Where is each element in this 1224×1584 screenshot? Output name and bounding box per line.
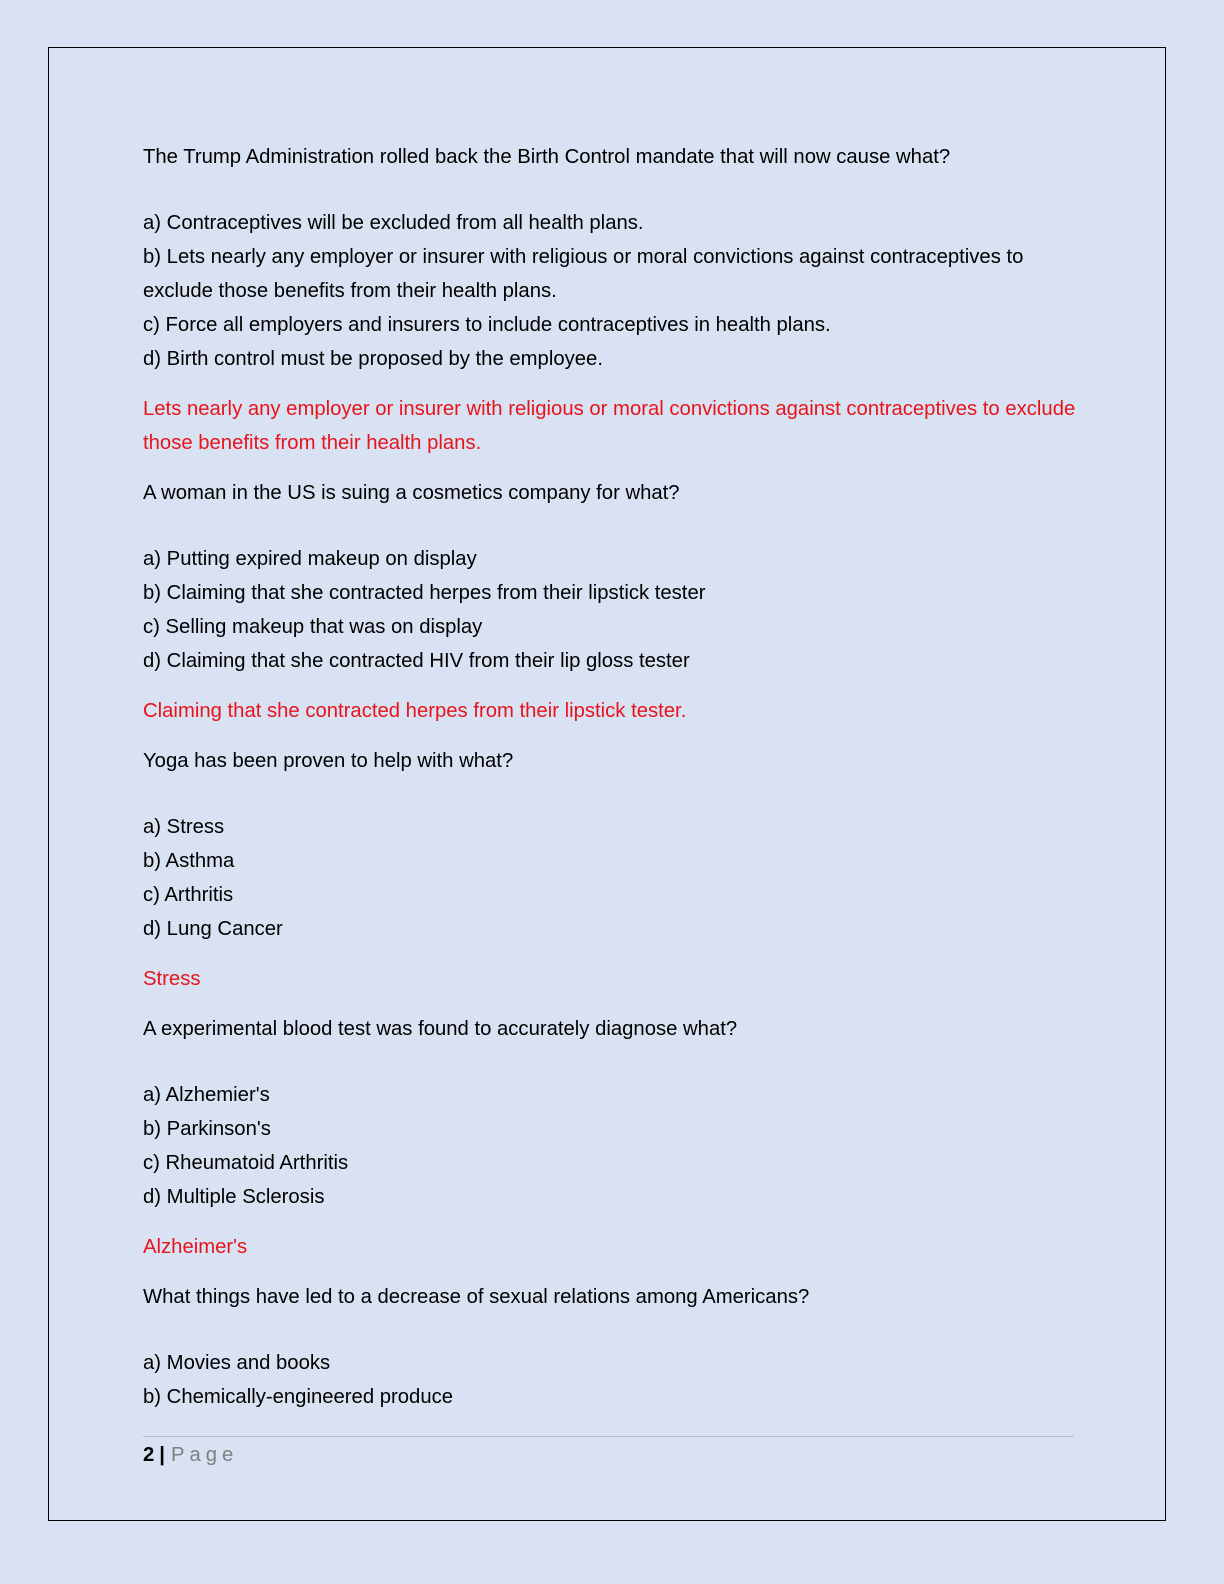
option-list bbox=[143, 1346, 1078, 1414]
option-a: a) Contraceptives will be excluded from all health plans. bbox=[143, 212, 644, 234]
option-b: b) Asthma bbox=[143, 850, 235, 872]
page-footer bbox=[143, 1436, 1074, 1466]
option-c: c) Selling makeup that was on display bbox=[143, 616, 483, 638]
question-block-5 bbox=[143, 1280, 1078, 1414]
option-list bbox=[143, 542, 1078, 678]
quiz-content bbox=[143, 140, 1078, 1430]
answer-text: Lets nearly any employer or insurer with religious or moral convictions against contraceptives to exclude those benefits from their health plans. bbox=[143, 398, 1076, 454]
option-d: d) Birth control must be proposed by the employee. bbox=[143, 348, 603, 370]
question-block-1 bbox=[143, 140, 1078, 460]
option-c: c) Force all employers and insurers to include contraceptives in health plans. bbox=[143, 314, 831, 336]
option-a: a) Alzhemier's bbox=[143, 1084, 270, 1106]
question-text: The Trump Administration rolled back the Birth Control mandate that will now cause what? bbox=[143, 146, 951, 168]
option-b: b) Lets nearly any employer or insurer with religious or moral convictions against contraceptives to exclude those benefits from their health plans. bbox=[143, 246, 1024, 302]
question-block-4 bbox=[143, 1012, 1078, 1264]
option-c: c) Rheumatoid Arthritis bbox=[143, 1152, 349, 1174]
question-text: What things have led to a decrease of sexual relations among Americans? bbox=[143, 1286, 810, 1308]
question-block-2 bbox=[143, 476, 1078, 728]
footer-separator: | bbox=[159, 1444, 165, 1466]
answer-text: Stress bbox=[143, 968, 201, 990]
answer-text: Alzheimer's bbox=[143, 1236, 248, 1258]
option-a: a) Movies and books bbox=[143, 1352, 331, 1374]
option-list bbox=[143, 1078, 1078, 1214]
option-d: d) Claiming that she contracted HIV from their lip gloss tester bbox=[143, 650, 690, 672]
option-b: b) Chemically-engineered produce bbox=[143, 1386, 454, 1408]
question-text: A experimental blood test was found to accurately diagnose what? bbox=[143, 1018, 738, 1040]
question-text: Yoga has been proven to help with what? bbox=[143, 750, 514, 772]
page-indicator bbox=[143, 1442, 238, 1468]
page-number: 2 bbox=[143, 1444, 155, 1466]
option-list bbox=[143, 206, 1078, 376]
question-block-3 bbox=[143, 744, 1078, 996]
option-b: b) Claiming that she contracted herpes from their lipstick tester bbox=[143, 582, 706, 604]
option-d: d) Multiple Sclerosis bbox=[143, 1186, 325, 1208]
option-d: d) Lung Cancer bbox=[143, 918, 283, 940]
option-list bbox=[143, 810, 1078, 946]
option-a: a) Putting expired makeup on display bbox=[143, 548, 477, 570]
option-b: b) Parkinson's bbox=[143, 1118, 271, 1140]
option-c: c) Arthritis bbox=[143, 884, 234, 906]
question-text: A woman in the US is suing a cosmetics company for what? bbox=[143, 482, 680, 504]
answer-text: Claiming that she contracted herpes from their lipstick tester. bbox=[143, 700, 687, 722]
option-a: a) Stress bbox=[143, 816, 225, 838]
page-label: Page bbox=[170, 1444, 239, 1466]
